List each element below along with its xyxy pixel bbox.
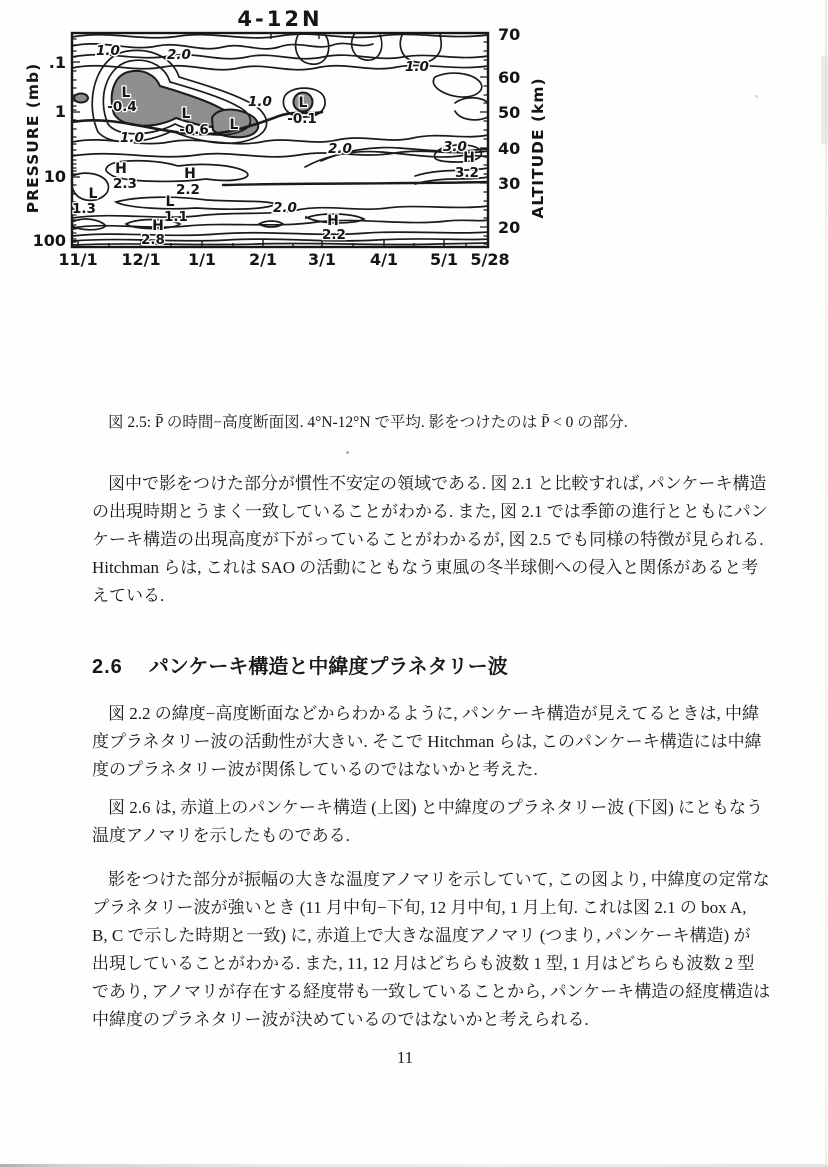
svg-text:40: 40: [498, 139, 521, 158]
text-line: 図 2.6 は, 赤道上のパンケーキ構造 (上図) と中緯度のプラネタリー波 (下図) にともなう: [108, 798, 764, 817]
svg-text:2.0: 2.0: [167, 47, 191, 63]
svg-text:H: H: [463, 150, 475, 166]
svg-text:10: 10: [43, 167, 66, 186]
svg-text:1.3: 1.3: [72, 201, 96, 217]
svg-text:L: L: [181, 106, 191, 122]
text-line: えている.: [92, 586, 165, 605]
svg-text:1.0: 1.0: [96, 43, 120, 59]
paragraph-2: [92, 700, 762, 784]
svg-text:H: H: [327, 213, 339, 229]
text-line: 図 2.2 の緯度−高度断面などからわかるように, パンケーキ構造が見えてるときは, 中緯: [108, 704, 759, 723]
svg-text:L: L: [298, 95, 308, 111]
scan-edge-right: [825, 0, 827, 1167]
svg-text:1.1: 1.1: [164, 209, 188, 225]
section-title: パンケーキ構造と中緯度プラネタリー波: [148, 656, 508, 678]
figure-title: 4-12N: [237, 7, 323, 31]
svg-text:1.0: 1.0: [405, 59, 429, 75]
svg-text:30: 30: [498, 174, 521, 193]
svg-text:2.0: 2.0: [328, 141, 352, 157]
svg-text:1: 1: [54, 102, 66, 121]
text-line: であり, アノマリが存在する経度帯も一致していることから, パンケーキ構造の経度構造は: [92, 982, 771, 1001]
text-line: プラネタリー波が強いとき (11 月中旬−下旬, 12 月中旬, 1 月上旬. これは図 2.1 の box A,: [92, 898, 747, 917]
scan-smudge: [821, 55, 828, 145]
figure-caption: 図 2.5: P̄ の時間−高度断面図. 4°N-12°N で平均. 影をつけたのは P̄ < 0 の部分.: [108, 414, 628, 431]
svg-text:2.0: 2.0: [273, 200, 297, 216]
text-line: 中緯度のプラネタリー波が決めているのではないかと考えられる.: [92, 1010, 589, 1029]
text-line: 度のプラネタリー波が関係しているのではないかと考えた.: [92, 760, 538, 779]
svg-text:-0.6: -0.6: [179, 122, 209, 138]
svg-text:3.0: 3.0: [443, 139, 467, 155]
svg-text:1/1: 1/1: [187, 250, 217, 269]
text-line: 図中で影をつけた部分が慣性不安定の領域である. 図 2.1 と比較すれば, パンケーキ構造: [108, 474, 767, 493]
svg-text:-0.4: -0.4: [107, 99, 137, 115]
text-line: の出現時期とうまく一致していることがわかる. また, 図 2.1 では季節の進行とともにパン: [92, 502, 768, 521]
svg-text:1.0: 1.0: [120, 130, 144, 146]
svg-text:L: L: [121, 85, 131, 101]
paragraph-4: [92, 866, 771, 1034]
svg-text:2.8: 2.8: [141, 232, 165, 248]
paragraph-1: [92, 470, 768, 610]
svg-text:2.2: 2.2: [176, 182, 200, 198]
svg-text:50: 50: [498, 103, 521, 122]
svg-text:5/1: 5/1: [429, 250, 459, 269]
svg-text:H: H: [184, 166, 196, 182]
svg-text:4/1: 4/1: [369, 250, 399, 269]
svg-text:5/28: 5/28: [470, 250, 510, 269]
svg-text:2.2: 2.2: [322, 227, 346, 243]
svg-text:12/1: 12/1: [121, 250, 161, 269]
text-line: B, C で示した時期と一致) に, 赤道上で大きな温度アノマリ (つまり, パンケーキ構造) が: [92, 926, 751, 945]
section-number: 2.6: [92, 656, 123, 678]
svg-text:1.0: 1.0: [248, 94, 272, 110]
svg-text:L: L: [88, 186, 98, 202]
text-line: 温度アノマリを示したものである.: [92, 826, 350, 845]
scan-speck: [755, 95, 758, 98]
svg-text:L: L: [229, 117, 239, 133]
text-line: ケーキ構造の出現高度が下がっていることがわかるが, 図 2.5 でも同様の特徴が見られる.: [92, 530, 764, 549]
svg-text:3.2: 3.2: [455, 165, 479, 181]
right-axis-label: ALTITUDE (km): [529, 77, 547, 219]
svg-text:2.3: 2.3: [113, 176, 137, 192]
svg-text:70: 70: [498, 25, 521, 44]
svg-text:3/1: 3/1: [307, 250, 337, 269]
text-line: 出現していることがわかる. また, 11, 12 月はどちらも波数 1 型, 1 月はどちらも波数 2 型: [92, 954, 755, 973]
svg-text:H: H: [115, 161, 127, 177]
section-heading: [92, 650, 508, 679]
svg-text:-0.1: -0.1: [287, 111, 317, 127]
right-axis-ticks: [498, 25, 520, 237]
svg-text:H: H: [152, 218, 164, 234]
svg-text:20: 20: [498, 218, 521, 237]
paragraph-3: [92, 794, 764, 850]
page-number: 11: [396, 1048, 414, 1067]
svg-text:.1: .1: [48, 53, 66, 72]
svg-text:60: 60: [498, 68, 521, 87]
x-axis-ticks: [58, 250, 509, 269]
text-line: 度プラネタリー波の活動性が大きい. そこで Hitchman らは, このパンケーキ構造には中緯: [92, 732, 762, 751]
svg-text:L: L: [165, 194, 175, 210]
scan-speck: [346, 451, 349, 454]
figure-contour-plot: [0, 0, 720, 295]
left-axis-label: PRESSURE (mb): [24, 62, 42, 214]
text-line: 影をつけた部分が振幅の大きな温度アノマリを示していて, この図より, 中緯度の定常な: [108, 870, 770, 889]
svg-text:2/1: 2/1: [248, 250, 278, 269]
text-line: Hitchman らは, これは SAO の活動にともなう東風の冬半球側への侵入と関係があると考: [92, 558, 759, 577]
svg-text:100: 100: [32, 231, 66, 250]
svg-text:11/1: 11/1: [58, 250, 98, 269]
